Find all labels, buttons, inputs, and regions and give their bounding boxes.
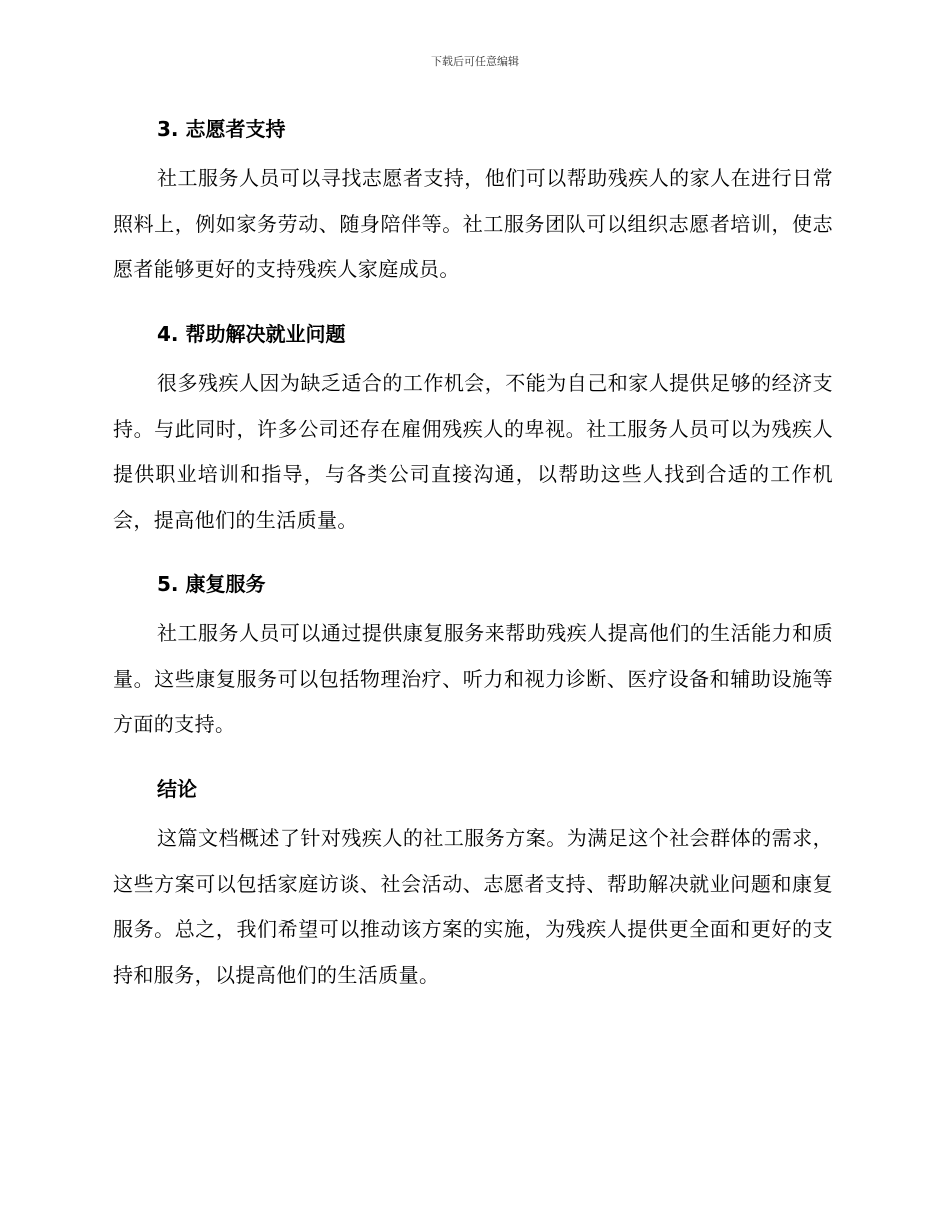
section-employment-help (113, 315, 833, 543)
section-volunteer-support (113, 110, 833, 293)
section-heading: 结论 (157, 777, 197, 801)
section-paragraph: 很多残疾人因为缺乏适合的工作机会，不能为自己和家人提供足够的经济支持。与此同时，许多公司还存在雇佣残疾人的卑视。社工服务人员可以为残疾人提供职业培训和指导，与各类公司直接沟通，以帮助这些人找到合适的工作机会，提高他们的生活质量。 (113, 371, 833, 532)
page-header: 下载后可任意编辑 (431, 55, 519, 68)
section-paragraph: 这篇文档概述了针对残疾人的社工服务方案。为满足这个社会群体的需求，这些方案可以包括家庭访谈、社会活动、志愿者支持、帮助解决就业问题和康复服务。总之，我们希望可以推动该方案的实施，为残疾人提供更全面和更好的支持和服务，以提高他们的生活质量。 (113, 826, 833, 987)
section-rehabilitation (113, 565, 833, 748)
section-heading: 4. 帮助解决就业问题 (157, 322, 346, 346)
section-heading: 3. 志愿者支持 (157, 117, 286, 141)
section-heading: 5. 康复服务 (157, 572, 266, 596)
section-paragraph: 社工服务人员可以寻找志愿者支持，他们可以帮助残疾人的家人在进行日常照料上，例如家务劳动、随身陪伴等。社工服务团队可以组织志愿者培训，使志愿者能够更好的支持残疾人家庭成员。 (113, 166, 833, 281)
section-paragraph: 社工服务人员可以通过提供康复服务来帮助残疾人提高他们的生活能力和质量。这些康复服务可以包括物理治疗、听力和视力诊断、医疗设备和辅助设施等方面的支持。 (113, 621, 833, 736)
section-conclusion (113, 770, 833, 998)
